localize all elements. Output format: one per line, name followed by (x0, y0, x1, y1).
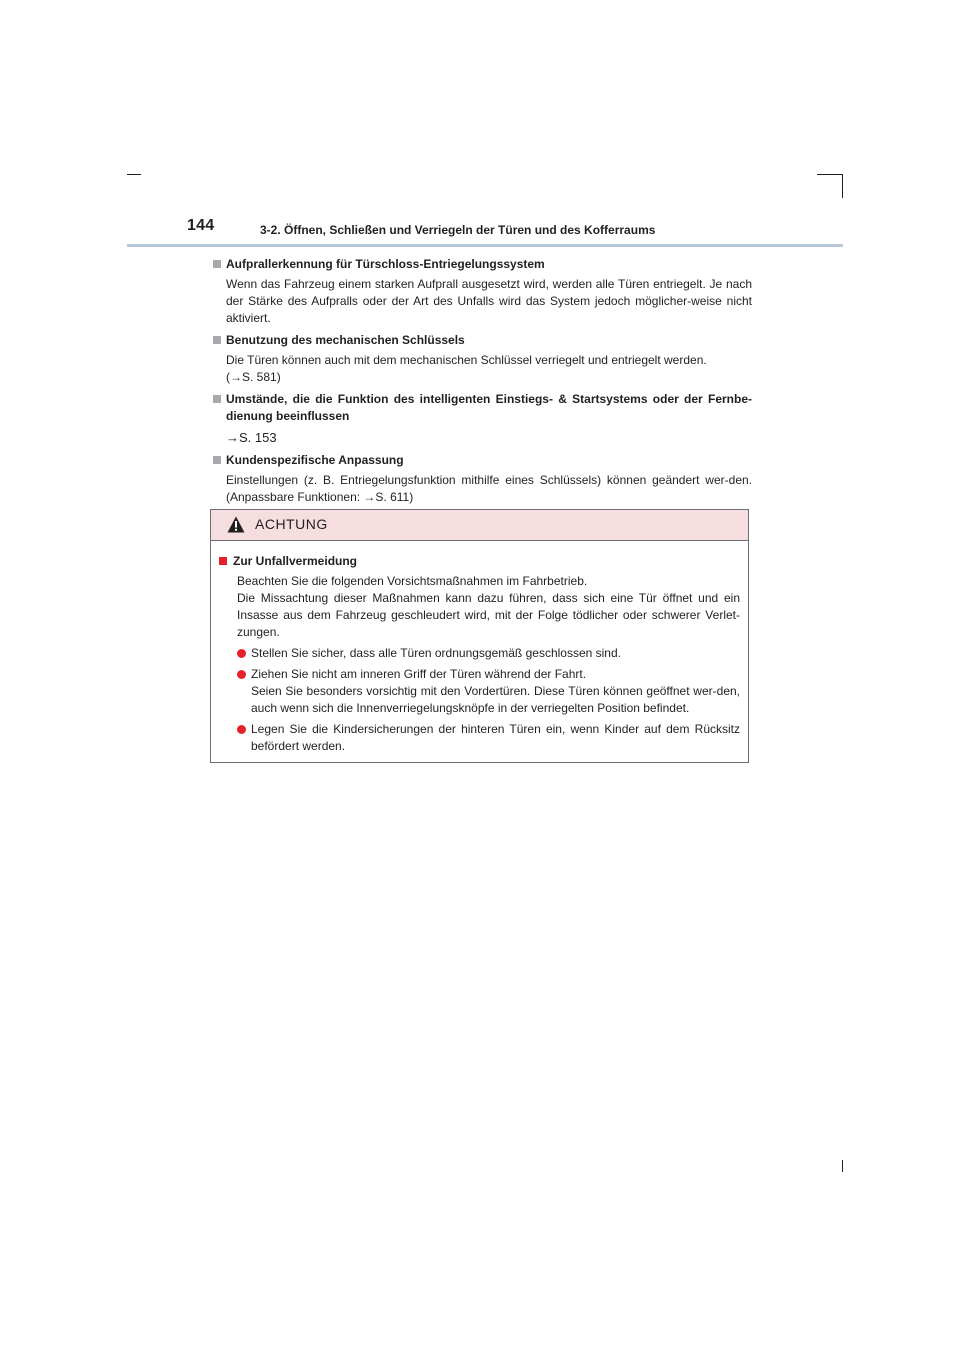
warning-triangle-icon (227, 516, 245, 533)
red-dot-icon (237, 725, 246, 734)
square-bullet-icon (213, 395, 221, 403)
warning-box (210, 509, 749, 763)
crop-mark-bottom-right (842, 1160, 843, 1172)
red-dot-icon (237, 670, 246, 679)
warning-bullet: Legen Sie die Kindersicherungen der hinteren Türen ein, wenn Kinder auf dem Rücksitz befördert werden. (219, 721, 740, 755)
section-smart-entry-conditions (212, 391, 752, 447)
warning-header (211, 510, 748, 541)
section-text: Einstellungen (z. B. Entriegelungsfunktion mithilfe eines Schlüssels) können geändert wer-den. (Anpassbare Funktionen: →S. 611) (226, 473, 752, 504)
page-reference: →S. 153 (226, 430, 277, 445)
section-text: Die Türen können auch mit dem mechanischen Schlüssel verriegelt und entriegelt werden. (226, 353, 707, 367)
section-title: 3-2. Öffnen, Schließen und Verriegeln der Türen und des Kofferraums (260, 223, 656, 237)
section-mechanical-key (212, 332, 752, 386)
square-bullet-icon (213, 456, 221, 464)
section-heading: Aufprallerkennung für Türschloss-Entriegelungssystem (212, 256, 752, 273)
main-content (212, 256, 752, 511)
warning-body (211, 541, 748, 755)
section-heading: Kundenspezifische Anpassung (212, 452, 752, 469)
warning-intro: Beachten Sie die folgenden Vorsichtsmaßnahmen im Fahrbetrieb. (237, 574, 588, 588)
section-heading: Benutzung des mechanischen Schlüssels (212, 332, 752, 349)
section-heading: Umstände, die die Funktion des intelligenten Einstiegs- & Startsystems oder der Fernbe-dienung beeinflussen (212, 391, 752, 425)
red-square-icon (219, 557, 227, 565)
square-bullet-icon (213, 336, 221, 344)
page-reference: (→S. 581) (226, 370, 281, 384)
warning-intro: Die Missachtung dieser Maßnahmen kann dazu führen, dass sich eine Tür öffnet und ein Insasse aus dem Fahrzeug geschleudert wird, mit der Folge tödlicher oder schwerer Verlet-zungen. (237, 591, 740, 639)
section-customization (212, 452, 752, 506)
crop-mark-top-right-vertical (842, 174, 843, 198)
page-number: 144 (187, 217, 215, 234)
warning-bullet: Ziehen Sie nicht am inneren Griff der Türen während der Fahrt. Seien Sie besonders vorsichtig mit den Vordertüren. Diese Türen können geöffnet wer-den, auch wenn sich die Innenverriegelungsknöpfe in der verriegelten Position befindet. (219, 666, 740, 717)
crop-mark-top-left (127, 174, 141, 175)
section-text: Wenn das Fahrzeug einem starken Aufprall ausgesetzt wird, werden alle Türen entriegelt. Je nach der Stärke des Aufpralls oder der Art des Unfalls wird das System jedoch möglicher-weise nicht aktiviert. (226, 277, 752, 325)
square-bullet-icon (213, 260, 221, 268)
warning-bullet: Stellen Sie sicher, dass alle Türen ordnungsgemäß geschlossen sind. (219, 645, 740, 662)
red-dot-icon (237, 649, 246, 658)
warning-title: ACHTUNG (255, 516, 328, 532)
warning-heading: Zur Unfallvermeidung (219, 553, 740, 570)
section-crash-unlock (212, 256, 752, 327)
crop-mark-top-right (817, 174, 843, 175)
header-rule (127, 244, 843, 247)
